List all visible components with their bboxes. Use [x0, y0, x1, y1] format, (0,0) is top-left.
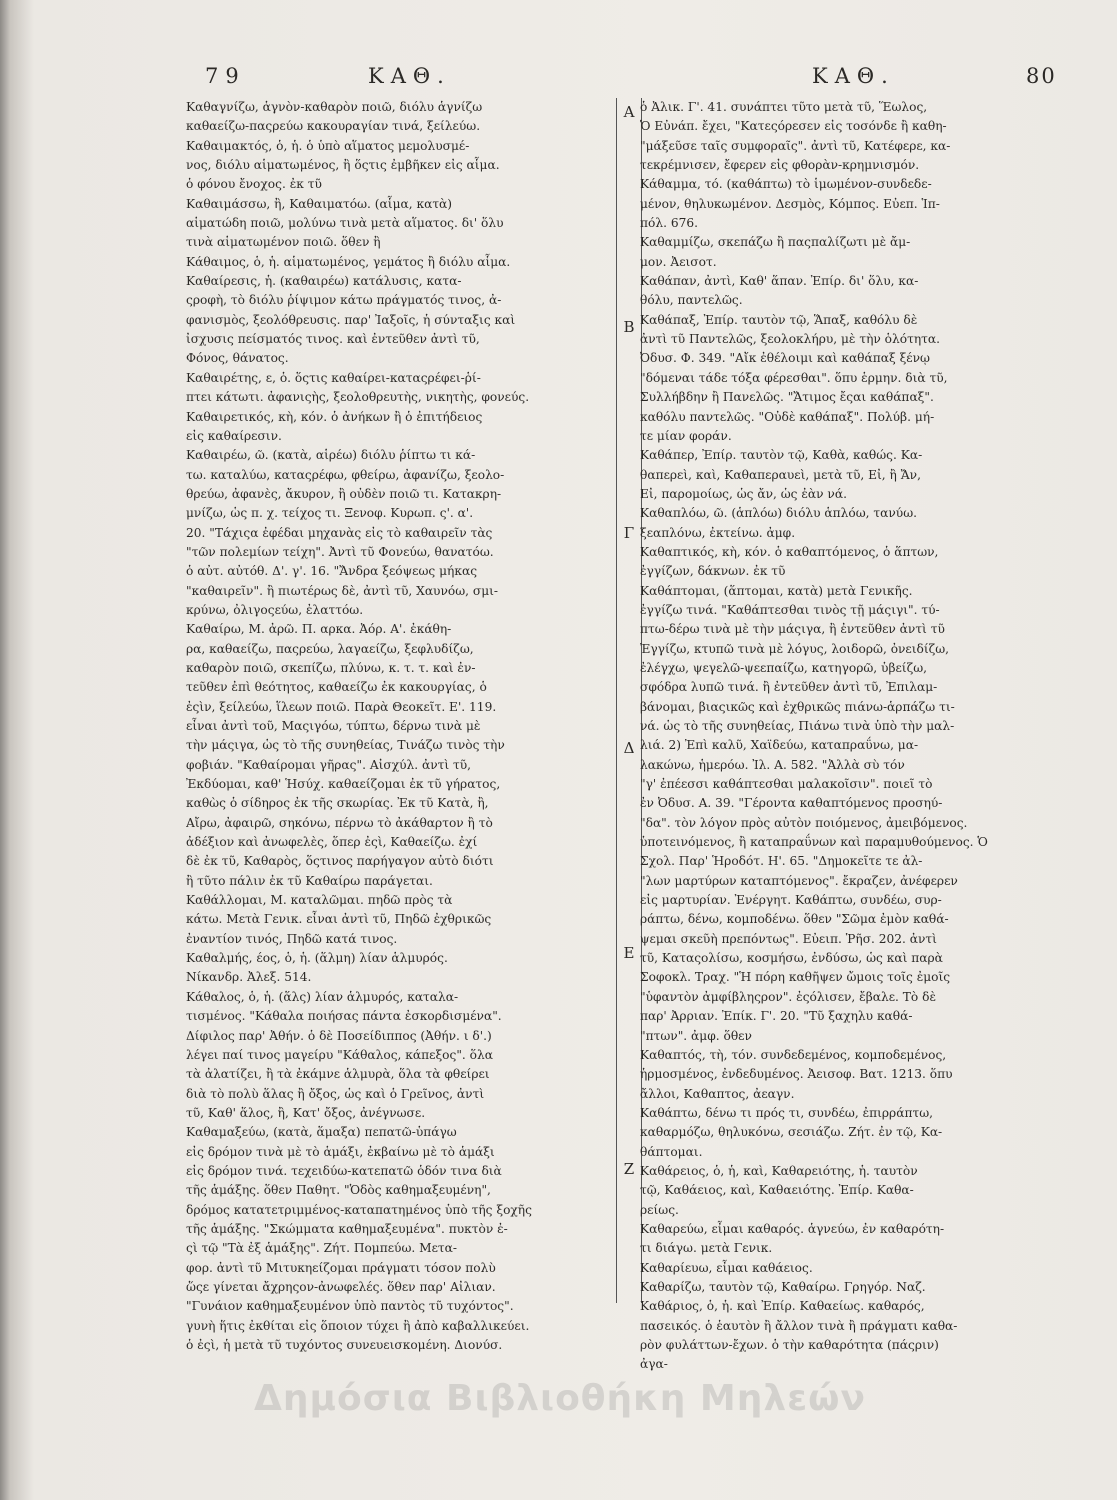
margin-letter-column: [616, 98, 642, 1303]
text-line: ὁ ἐςὶ, ἡ μετὰ τῦ τυχόντος συνευεισκομένη. Διονύσ.: [186, 1338, 503, 1352]
text-line: Σχολ. Παρ' Ἡροδότ. Η'. 65. "Δημοκεῖτε τε ἀλ-: [640, 854, 923, 869]
text-line: ὥςε γίνεται ἄχρηςον-ἀνωφελές. ὅθεν παρ' Αἰλιαν.: [186, 1279, 496, 1294]
text-line: ὁ φόνου ἔνοχος. ἐκ τῦ: [186, 177, 322, 192]
text-line: "καθαιρεῖν". ἢ πιωτέρως δὲ, ἀντὶ τῦ, Χαυνόω, σμι-: [186, 583, 499, 598]
text-line: "δα". τὸν λόγον πρὸς αὐτὸν ποιόμενος, ἀμειβόμενος.: [640, 815, 968, 830]
text-line: γυνὴ ἥτις ἐκθίται εἰς ὅποιον τύχει ἢ ἀπὸ καβαλλικεύει.: [186, 1318, 530, 1333]
right-running-title: ΚΑΘ.: [812, 64, 895, 88]
text-line: Καθαίρω, Μ. ἀρῶ. Π. αρκα. Ἀόρ. Α'. ἐκάθη-: [186, 622, 452, 637]
text-line: νος, διόλυ αἱματωμένος, ἢ ὅςτις ἐμβῆκεν εἰς αἷμα.: [186, 158, 500, 173]
text-line: κρύνω, ὀλιγοςεύω, ἐλαττόω.: [186, 602, 364, 617]
text-line: κάτω. Μετὰ Γενικ. εἶναι ἀντὶ τῦ, Πηδῶ ἐχθρικῶς: [186, 912, 492, 927]
text-line: Κάθαμμα, τό. (καθάπτω) τὸ ἱμωμένον-συνδεδε-: [640, 177, 932, 192]
margin-letter: Α: [623, 103, 635, 121]
text-line: Καθάπαν, ἀντὶ, Καθ' ἅπαν. Ἐπίρ. δι' ὅλυ, κα-: [640, 274, 919, 289]
text-line: φορ. ἀντὶ τῦ Μιτυκηείζομαι πράγματι τόσον πολὺ: [186, 1260, 496, 1275]
text-line: ράπτω, δένω, κομποδένω. ὅθεν "Σῶμα ἐμὸν καθά-: [640, 912, 949, 927]
text-line: νά. ὡς τὸ τῆς συνηθείας, Πιάνω τινὰ ὑπὸ τὴν μαλ-: [640, 719, 955, 733]
text-line: Καθάριος, ὁ, ἡ. καὶ Ἐπίρ. Καθαείως. καθαρός,: [640, 1299, 925, 1314]
text-line: "δόμεναι τάδε τόξα φέρεσθαι". ὅπυ ἑρμην. διὰ τῦ,: [640, 370, 948, 385]
text-line: Καθάρειος, ὁ, ἡ, καὶ, Καθαρειότης, ἡ. ταυτὸν: [640, 1163, 918, 1178]
margin-letter: Ζ: [623, 1160, 635, 1178]
text-line: ρα, καθαείζω, παςρεύω, λαγαείζω, ξεφλυδίζω,: [186, 641, 474, 656]
text-line: τεῦθεν ἐπὶ θεότητος, καθαείζω ἐκ κακουργίας, ὁ: [186, 680, 487, 695]
text-line: "ὑφαντὸν ἀμφίβληςρον". ἐςόλισεν, ἔβαλε. Τὸ δὲ: [640, 989, 936, 1004]
text-line: τὰ ἀλατίζει, ἢ τὰ ἐκάμνε ἁλμυρὰ, ὅλα τὰ φθείρει: [186, 1067, 490, 1082]
text-line: φοβιάν. "Καθαίρομαι γῆρας". Αἰσχύλ. ἀντὶ τῦ,: [186, 757, 472, 772]
text-line: τῦ, Καταςολίσω, κοσμήσω, ἐνδύσω, ὡς καὶ παρὰ: [640, 951, 943, 966]
text-line: πτω-δέρω τινὰ μὲ τὴν μάςιγα, ἢ ἐντεῦθεν ἀντὶ τῦ: [640, 622, 945, 637]
text-line: ψεμαι σκεῦὴ πρεπόντως". Εὐειπ. Ῥῆσ. 202. ἀντὶ: [640, 931, 937, 946]
text-line: ἡρμοσμένος, ἐνδεδυμένος. Ἀεισοφ. Βατ. 1213. ὅπυ: [640, 1067, 953, 1082]
text-line: Ἐκδύομαι, καθ' Ἡσύχ. καθαείζομαι ἐκ τῦ γήρατος,: [186, 777, 501, 792]
text-line: εἶναι ἀντὶ τοῦ, Μαςιγόω, τύπτω, δέρνω τινὰ μὲ: [186, 719, 481, 733]
text-line: αἱματώδη ποιῶ, μολύνω τινὰ μετὰ αἵματος. δι' ὅλυ: [186, 216, 504, 231]
text-line: ςὶ τῷ "Τὰ ἐξ ἁμάξης". Ζήτ. Πομπεύω. Μετα-: [186, 1241, 458, 1256]
text-line: καθόλυ παντελῶς. "Οὐδὲ καθάπαξ". Πολύβ. μή-: [640, 409, 935, 424]
text-line: Αἴρω, ἀφαιρῶ, σηκόνω, πέρνω τὸ ἀκάθαρτον ἢ τὸ: [186, 815, 493, 830]
text-line: Καθαρεύω, εἶμαι καθαρός. ἁγνεύω, ἐν καθαρότη-: [640, 1221, 945, 1236]
text-line: Καθαπτικός, κὴ, κόν. ὁ καθαπτόμενος, ὁ ἅπτων,: [640, 544, 939, 559]
text-line: ἐγγίζων, δάκνων. ἐκ τῦ: [640, 564, 786, 579]
text-line: Καθαιρέτης, ε, ὁ. ὅςτις καθαίρει-καταςρέφει-ῥί-: [186, 370, 481, 385]
margin-letter: Δ: [623, 739, 635, 757]
text-line: λιά. 2) Ἐπὶ καλῦ, Χαϊδεύω, καταπραΰνω, μα-: [640, 738, 919, 753]
text-line: Καθαπλόω, ῶ. (ἁπλόω) διόλυ ἁπλόω, τανύω.: [640, 506, 918, 521]
text-line: τὴν μάςιγα, ὡς τὸ τῆς συνηθείας, Τινάζω τινὸς τὴν: [186, 738, 505, 753]
library-watermark: Δημόσια Βιβλιοθήκη Μηλεών: [253, 1378, 866, 1419]
text-line: Καθαιρετικός, κὴ, κόν. ὁ ἀνήκων ἢ ὁ ἐπιτήδειος: [186, 409, 483, 424]
text-line: Καθαιρέω, ῶ. (κατὰ, αἱρέω) διόλυ ῥίπτω τι κά-: [186, 448, 476, 463]
margin-letter: Γ: [623, 524, 635, 542]
text-line: θαπερεὶ, καὶ, Καθαπεραυεὶ, μετὰ τῦ, Εἰ, ἢ Ἄν,: [640, 467, 921, 482]
text-line: εἰς δρόμον τινά. τεχειδύω-κατεπατῶ ὁδόν τινα διὰ: [186, 1163, 502, 1178]
text-line: δὲ ἐκ τῦ, Καθαρὸς, ὅςτινος παρήγαγον αὐτὸ διότι: [186, 854, 494, 869]
left-text-column: [186, 98, 612, 1355]
text-line: λέγει παί τινος μαγείρυ "Κάθαλος, κάπεξος". ὅλα: [186, 1047, 493, 1062]
text-line: εἰς δρόμον τινὰ μὲ τὸ ἁμάξι, ἐκβαίνω μὲ τὸ ἁμάξι: [186, 1144, 495, 1159]
text-line: Καθαπτός, τὴ, τόν. συνδεδεμένος, κομποδεμένος,: [640, 1047, 947, 1062]
text-line: ἐν Ὀδυσ. Α. 39. "Γέροντα καθαπτόμενος προσηύ-: [640, 796, 943, 811]
text-line: ἀντὶ τῦ Παντελῶς, ξεολοκλήρυ, μὲ τὴν ὁλότητα.: [640, 332, 940, 347]
right-page-number: 80: [1026, 64, 1057, 88]
text-line: τισμένος. "Κάθαλα ποιήσας πάντα ἐσκορδισμένα".: [186, 1009, 502, 1024]
text-line: "τῶν πολεμίων τείχη". Ἀντὶ τῦ Φονεύω, θανατόω.: [186, 544, 494, 559]
text-line: πασεικός. ὁ ἑαυτὸν ἢ ἄλλον τινὰ ἢ πράγματι καθα-: [640, 1318, 958, 1333]
text-line: μον. Ἀεισοτ.: [640, 254, 717, 269]
text-line: Νίκανδρ. Ἀλεξ. 514.: [186, 970, 312, 985]
text-line: βάνομαι, βιαςικῶς καὶ ἐχθρικῶς πιάνω-ἁρπάζω τι-: [640, 699, 955, 714]
text-line: τῦ, Καθ' ἅλος, ἢ, Κατ' ὄξος, ἀνέγνωσε.: [186, 1105, 426, 1120]
text-line: διὰ τὸ πολὺ ἅλας ἢ ὄξος, ὡς καὶ ὁ Γρεῖνος, ἀντὶ: [186, 1086, 485, 1101]
text-line: σφόδρα λυπῶ τινά. ἢ ἐντεῦθεν ἀντὶ τῦ, Ἐπιλαμ-: [640, 680, 938, 695]
text-line: Καθαρίζω, ταυτὸν τῷ, Καθαίρω. Γρηγόρ. Ναζ.: [640, 1279, 926, 1294]
text-line: Καθάπτομαι, (ἅπτομαι, κατὰ) μετὰ Γενικῆς.: [640, 583, 913, 598]
text-line: ρείως.: [640, 1202, 679, 1217]
text-line: μνίζω, ὡς π. χ. τείχος τι. Ξενοφ. Κυρωπ. ς'. α'.: [186, 506, 474, 521]
text-line: ἀδέξιον καὶ ἀνωφελὲς, ὅπερ ἐςὶ, Καθαείζω. ἐχί: [186, 835, 478, 850]
left-running-title: ΚΑΘ.: [368, 64, 451, 88]
text-line: Καθαίρεσις, ἡ. (καθαιρέω) κατάλυσις, κατα-: [186, 274, 462, 289]
text-line: Καθαιμακτός, ὁ, ἡ. ὁ ὑπὸ αἵματος μεμολυσμέ-: [186, 138, 470, 153]
text-line: Καθαμαξεύω, (κατὰ, ἅμαξα) πεπατῶ-ὑπάγω: [186, 1125, 457, 1140]
text-line: καθαείζω-παςρεύω κακουραγίαν τινά, ξείλεύω.: [186, 119, 481, 134]
text-line: ἐςὶν, ξείλεύω, ἵλεων ποιῶ. Παρὰ Θεοκεῖτ. Ε'. 119.: [186, 699, 497, 714]
text-line: Ὀδυσ. Φ. 349. "Αἴκ ἐθέλοιμι καὶ καθάπαξ ξένῳ: [640, 351, 930, 366]
text-line: ὁ αὐτ. αὐτόθ. Δ'. γ'. 16. "Ἄνδρα ξεόψεως μήκας: [186, 564, 478, 579]
text-line: ἰσχυσις πείσματός τινος. καὶ ἐντεῦθεν ἀντὶ τῦ,: [186, 332, 480, 347]
text-line: "Γυνάιον καθημαξευμένον ὑπὸ παντὸς τῦ τυχόντος".: [186, 1299, 514, 1314]
text-line: Καθάπτω, δένω τι πρός τι, συνδέω, ἐπιρράπτω,: [640, 1105, 934, 1120]
text-line: Καθάπερ, Ἐπίρ. ταυτὸν τῷ, Καθὰ, καθώς. Κα-: [640, 448, 923, 463]
margin-letter: Ε: [623, 944, 635, 962]
text-line: Καθαρίευω, εἶμαι καθάειος.: [640, 1260, 813, 1275]
text-line: Συλλήβδην ἢ Πανελῶς. "Ἄτιμος ἔςαι καθάπαξ".: [640, 390, 934, 405]
text-line: ὑποτεινόμενος, ἢ καταπραΰνων καὶ παραμυθούμενος. Ὁ: [640, 835, 988, 850]
text-line: εἰς καθαίρεσιν.: [186, 428, 282, 443]
text-line: ὁ Ἀλικ. Γ'. 41. συνάπτει τῦτο μετὰ τῦ, Ἕωλος,: [640, 100, 928, 114]
text-line: καθαρμόζω, θηλυκόνω, σεσιάζω. Ζήτ. ἐν τῷ, Κα-: [640, 1125, 943, 1140]
text-line: δρόμος κατατετριμμένος-καταπατημένος ὑπὸ τῆς ξοχῆς: [186, 1202, 532, 1217]
text-line: ςροφὴ, τὸ διόλυ ῥίψιμον κάτω πράγματός τινος, ἀ-: [186, 293, 502, 308]
text-line: Φόνος, θάνατος.: [186, 351, 289, 366]
text-line: Καθαμμίζω, σκεπάζω ἢ παςπαλίζωτι μὲ ἄμ-: [640, 235, 911, 250]
text-line: μένον, θηλυκωμένον. Δεσμὸς, Κόμπος. Εὐεπ. Ἱπ-: [640, 196, 940, 211]
text-line: ρὸν φυλάττων-ἔχων. ὁ τὴν καθαρότητα (πάςριν): [640, 1338, 939, 1352]
text-line: θόλυ, παντελῶς.: [640, 293, 743, 308]
text-line: "γ' ἐπέεσσι καθάπτεσθαι μαλακοῖσιν". ποιεῖ τὸ: [640, 777, 933, 792]
text-line: τῆς ἁμάξης. ὅθεν Παθητ. "Ὁδὸς καθημαξευμένη",: [186, 1183, 491, 1198]
text-line: Κάθαιμος, ὁ, ἡ. αἱματωμένος, γεμάτος ἢ διόλυ αἷμα.: [186, 254, 511, 269]
text-line: Ἐγγίζω, κτυπῶ τινὰ μὲ λόγυς, λοιδορῶ, ὀνειδίζω,: [640, 641, 950, 656]
text-line: Καθαγνίζω, ἁγνὸν-καθαρὸν ποιῶ, διόλυ ἁγνίζω: [186, 100, 483, 114]
text-line: καθὼς ὁ σίδηρος ἐκ τῆς σκωρίας. Ἐκ τῦ Κατὰ, ἢ,: [186, 796, 489, 811]
text-line: εἰς μαρτυρίαν. Ἐνέργητ. Καθάπτω, συνδέω, συρ-: [640, 893, 942, 908]
text-line: Καθάπαξ, Ἐπίρ. ταυτὸν τῷ, Ἅπαξ, καθόλυ δὲ: [640, 312, 918, 327]
text-line: πτει κάτωτι. ἀφανιςὴς, ξεολοθρευτὴς, νικητὴς, φονεύς.: [186, 390, 530, 405]
text-line: φανισμὸς, ξεολόθρευσις. παρ' Ἰαξοῖς, ἡ σύνταξις καὶ: [186, 312, 516, 327]
text-line: καθαρὸν ποιῶ, σκεπίζω, πλύνω, κ. τ. τ. καὶ ἐν-: [186, 660, 476, 675]
text-line: Κάθαλος, ὁ, ἡ. (ἅλς) λίαν ἁλμυρός, καταλα-: [186, 989, 459, 1004]
text-line: πόλ. 676.: [640, 216, 698, 231]
text-line: "μάξεῦσε ταῖς συμφοραῖς". ἀντὶ τῦ, Κατέφερε, κα-: [640, 138, 951, 153]
text-line: τε μίαν φοράν.: [640, 428, 732, 443]
text-line: τῷ, Καθάειος, καὶ, Καθαειότης. Ἐπίρ. Καθα-: [640, 1183, 914, 1198]
margin-letter: Β: [623, 318, 635, 336]
text-line: ἀγα-: [640, 1357, 668, 1372]
text-line: ἐναντίον τινός, Πηδῶ κατά τινος.: [186, 931, 398, 946]
text-line: Καθάλλομαι, Μ. καταλῶμαι. πηδῶ πρὸς τὰ: [186, 893, 453, 908]
text-line: ἢ τῦτο πάλιν ἐκ τῦ Καθαίρω παράγεται.: [186, 873, 433, 888]
text-line: τι διάγω. μετὰ Γενικ.: [640, 1241, 773, 1256]
text-line: τινὰ αἱματωμένον ποιῶ. ὅθεν ἢ: [186, 235, 381, 250]
text-line: ἐγγίζω τινά. "Καθάπτεσθαι τινὸς τῇ μάςιγι". τύ-: [640, 602, 940, 617]
text-line: λακώνω, ἡμερόω. Ἰλ. Α. 582. "Ἀλλὰ σὺ τόν: [640, 757, 905, 772]
text-line: θρεύω, ἀφανὲς, ἄκυρον, ἢ οὐδὲν ποιῶ τι. Κατακρη-: [186, 486, 502, 501]
text-line: Ὁ Εὐνάπ. ἔχει, "Κατεςόρεσεν εἰς τοσόνδε ἢ καθη-: [640, 119, 947, 134]
text-line: ξεαπλόνω, ἐκτείνω. ἀμφ.: [640, 525, 796, 540]
text-line: παρ' Ἀρριαν. Ἐπίκ. Γ'. 20. "Τῦ ξαχηλυ καθά-: [640, 1009, 913, 1024]
right-text-column: [640, 98, 1078, 1375]
text-line: Σοφοκλ. Τραχ. "Ἡ πόρη καθῆψεν ὤμοις τοῖς ἐμοῖς: [640, 970, 951, 985]
text-line: Εἰ, παρομοίως, ὡς ἄν, ὡς ἐὰν νά.: [640, 486, 847, 501]
text-line: θάπτομαι.: [640, 1144, 703, 1159]
text-line: τῆς ἁμάξης. "Σκώμματα καθημαξευμένα". πυκτὸν ἐ-: [186, 1221, 508, 1236]
text-line: Δίφιλος παρ' Ἀθήν. ὁ δὲ Ποσείδιππος (Ἀθήν. ι δ'.): [186, 1028, 492, 1043]
text-line: Καθαλμής, έος, ὁ, ἡ. (ἅλμη) λίαν ἁλμυρός.: [186, 951, 448, 966]
text-line: "πτων". ἀμφ. ὅθεν: [640, 1028, 752, 1043]
left-page-number: 79: [205, 64, 246, 88]
text-line: τεκρέμνισεν, ἔφερεν εἰς φθορὰν-κρημνισμόν.: [640, 158, 920, 173]
text-line: ἄλλοι, Καθαπτος, ἀεαγν.: [640, 1086, 795, 1101]
text-line: "λων μαρτύρων καταπτόμενος". ἔκραζεν, ἀνέφερεν: [640, 873, 958, 888]
text-line: Καθαιμάσσω, ἢ, Καθαιματόω. (αἷμα, κατὰ): [186, 196, 453, 211]
text-line: 20. "Τάχιςα ἐφέδαι μηχανὰς εἰς τὸ καθαιρεῖν τὰς: [186, 525, 493, 540]
text-line: τω. καταλύω, καταςρέφω, φθείρω, ἀφανίζω, ξεολο-: [186, 467, 505, 482]
text-line: ἐλέγχω, ψεγελῶ-ψεεπαίζω, κατηγορῶ, ὑβείζω,: [640, 660, 928, 675]
